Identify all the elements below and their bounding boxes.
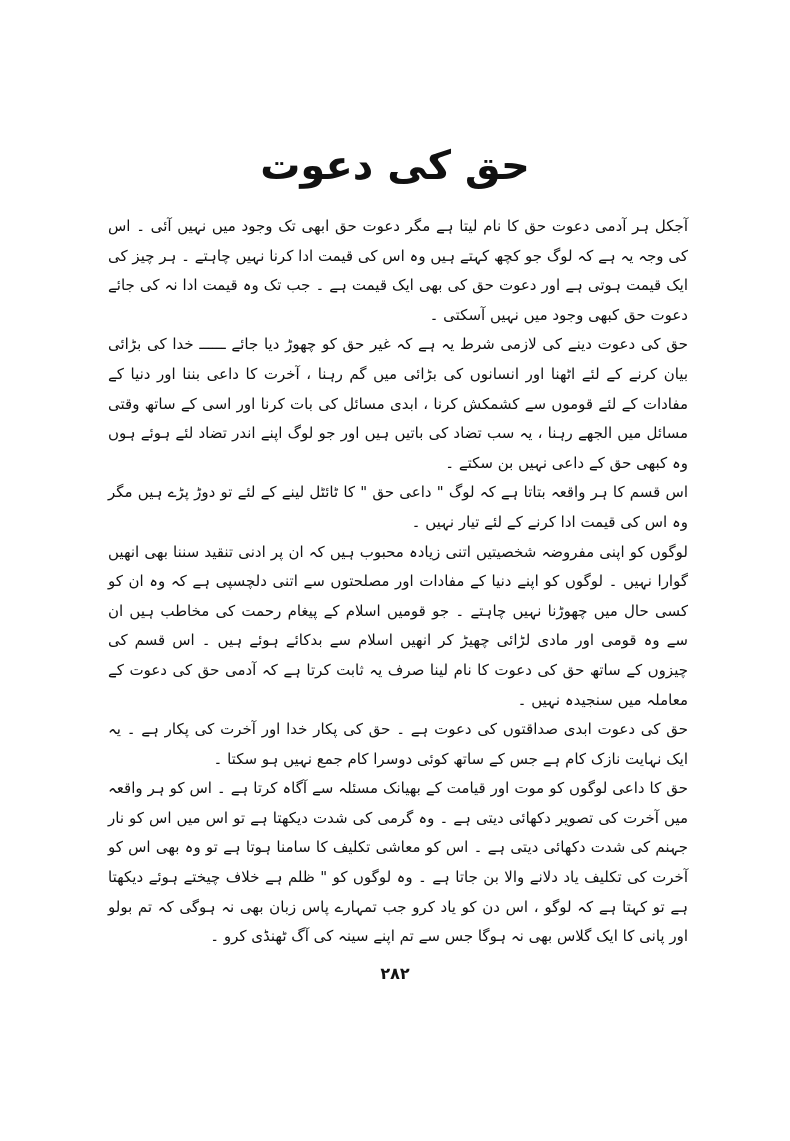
paragraph: آجکل ہر آدمی دعوت حق کا نام لیتا ہے مگر دعوت حق ابھی تک وجود میں نہیں آئی ۔ اس کی وجہ یہ ہے کہ لوگ جو کچھ کہتے ہیں وہ اس کی قیمت ادا کرنا نہیں چاہتے ۔ ہر چیز کی ایک قیمت ہوتی ہے اور دعوت حق کی بھی ایک قیمت ہے ۔ جب تک وہ قیمت ادا نہ کی جائے دعوت حق کبھی وجود میں نہیں آسکتی ۔ [108,217,688,324]
paragraph: حق کی دعوت دینے کی لازمی شرط یہ ہے کہ غیر حق کو چھوڑ دیا جائے ــــــ خدا کی بڑائی بیان کرنے کے لئے اٹھنا اور انسانوں کی بڑائی میں گم رہنا ، آخرت کا داعی بننا اور دنیا کے مفادات کے لئے قوموں سے کشمکش کرنا ، ابدی مسائل کی بات کرنا اور اسی کے ساتھ وقتی مسائل میں الجھے رہنا ، یہ سب تضاد کی باتیں ہیں اور جو لوگ اپنے اندر تضاد لئے ہوئے ہوں وہ کبھی حق کے داعی نہیں بن سکتے ۔ [108,335,688,472]
paragraph: اس قسم کا ہر واقعہ بتاتا ہے کہ لوگ " داعی حق " کا ٹائٹل لینے کے لئے تو دوڑ پڑے ہیں مگر وہ اس کی قیمت ادا کرنے کے لئے تیار نہیں ۔ [108,483,688,531]
paragraph: حق کا داعی لوگوں کو موت اور قیامت کے بھیانک مسئلہ سے آگاہ کرتا ہے ۔ اس کو ہر واقعہ میں آخرت کی تصویر دکھائی دیتی ہے ۔ وہ گرمی کی شدت دیکھتا ہے تو اس میں اس کو نار جہنم کی شدت دکھائی دیتی ہے ۔ اس کو معاشی تکلیف کا سامنا ہوتا ہے تو وہ بھی اس کو آخرت کی تکلیف یاد دلانے والا بن جاتا ہے ۔ وہ لوگوں کو " ظلم ہے خلاف چیختے ہوئے دیکھتا ہے تو کہتا ہے کہ لوگو ، اس دن کو یاد کرو جب تمہارے پاس زبان بھی نہ ہوگی کہ تم بولو اور پانی کا ایک گلاس بھی نہ ہوگا جس سے تم اپنے سینہ کی آگ ٹھنڈی کرو ۔ [108,779,688,946]
page-number: ۲۸۲ [380,964,410,983]
article-body [108,212,688,952]
page-title: حق کی دعوت [260,143,530,189]
paragraph: حق کی دعوت ابدی صداقتوں کی دعوت ہے ۔ حق کی پکار خدا اور آخرت کی پکار ہے ۔ یہ ایک نہایت نازک کام ہے جس کے ساتھ کوئی دوسرا کام جمع نہیں ہو سکتا ۔ [108,720,688,768]
paragraph: لوگوں کو اپنی مفروضہ شخصیتیں اتنی زیادہ محبوب ہیں کہ ان پر ادنی تنقید سننا بھی انھیں گوارا نہیں ۔ لوگوں کو اپنے دنیا کے مفادات اور مصلحتوں سے اتنی دلچسپی ہے کہ وہ ان کو کسی حال میں چھوڑنا نہیں چاہتے ۔ جو قومیں اسلام کے پیغام رحمت کی مخاطب ہیں ان سے وہ قومی اور مادی لڑائی چھیڑ کر انھیں اسلام سے بدکائے ہوئے ہیں ۔ اس قسم کی چیزوں کے ساتھ حق کی دعوت کا نام لینا صرف یہ ثابت کرتا ہے کہ آدمی حق کی دعوت کے معاملہ میں سنجیدہ نہیں ۔ [108,542,688,709]
